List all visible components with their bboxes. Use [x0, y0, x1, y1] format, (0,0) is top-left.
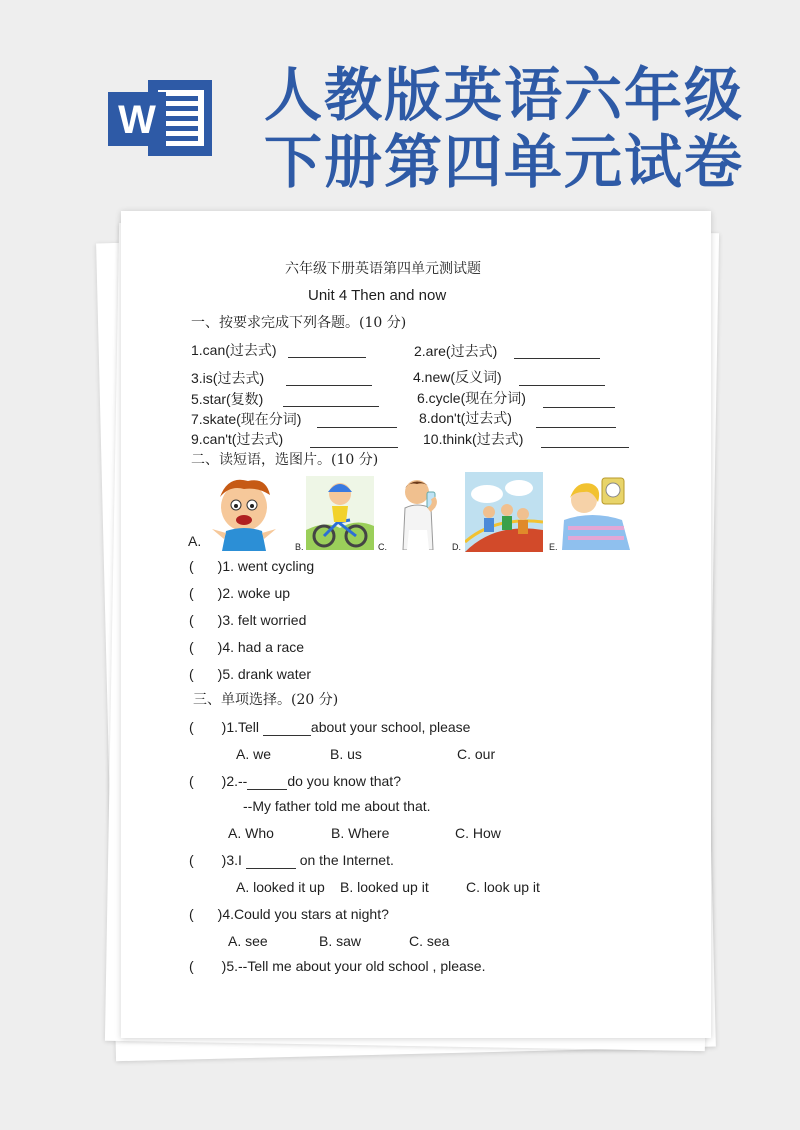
- list-item: ( )2. woke up: [189, 585, 291, 601]
- list-item: ( )1. went cycling: [189, 558, 315, 574]
- section1-heading: 一、按要求完成下列各题。(10 分): [191, 315, 407, 331]
- question-5: ( )5.--Tell me about your old school , please.: [189, 958, 486, 974]
- picture-label: A.: [188, 533, 202, 549]
- answer-blank[interactable]: [263, 721, 311, 736]
- banner-title-line2: 下册第四单元试卷: [264, 128, 745, 196]
- section1-item: 4.new(反义词): [413, 369, 502, 385]
- kids-race-picture: [465, 472, 543, 552]
- answer-blank[interactable]: [286, 371, 372, 386]
- list-item: ( )3. felt worried: [189, 612, 307, 628]
- question-1: ( )1.Tell about your school, please: [189, 719, 471, 735]
- section1-item: 2.are(过去式): [414, 343, 498, 359]
- answer-blank[interactable]: [543, 393, 615, 408]
- paper-title: 六年级下册英语第四单元测试题: [285, 261, 481, 277]
- section1-item: 9.can't(过去式): [191, 431, 284, 447]
- option: C. look up it: [466, 879, 540, 895]
- exam-paper: [121, 211, 711, 1038]
- question-3: ( )3.I on the Internet.: [189, 852, 394, 868]
- section2-heading: 二、读短语，选图片。(10 分): [191, 452, 379, 468]
- answer-blank[interactable]: [514, 344, 600, 359]
- option: C. How: [455, 825, 501, 841]
- answer-blank[interactable]: [283, 392, 379, 407]
- answer-blank[interactable]: [246, 854, 296, 869]
- section1-item: 8.don't(过去式): [419, 410, 512, 426]
- section1-item: 1.can(过去式): [191, 342, 277, 358]
- word-icon: [108, 78, 214, 158]
- option: A. Who: [228, 825, 274, 841]
- answer-blank[interactable]: [310, 433, 398, 448]
- banner-title: [264, 62, 784, 196]
- question-4: ( )4.Could you stars at night?: [189, 906, 389, 922]
- option: C. our: [457, 746, 496, 762]
- list-item: ( )4. had a race: [189, 639, 305, 655]
- banner-title-line1: 人教版英语六年级: [264, 61, 745, 129]
- section1-item: 5.star(复数): [191, 391, 264, 407]
- section3-heading: 三、单项选择。(20 分): [193, 692, 339, 708]
- section1-item: 10.think(过去式): [423, 431, 524, 447]
- option: A. see: [228, 933, 268, 949]
- option: B. us: [330, 746, 362, 762]
- option: B. looked up it: [340, 879, 429, 895]
- answer-blank[interactable]: [288, 343, 366, 358]
- option: C. sea: [409, 933, 450, 949]
- answer-blank[interactable]: [317, 413, 397, 428]
- option: B. saw: [319, 933, 362, 949]
- word-icon-letter: W: [118, 98, 156, 142]
- question-2: ( )2.-- do you know that?: [189, 773, 401, 789]
- section1-item: 3.is(过去式): [191, 370, 265, 386]
- answer-blank[interactable]: [541, 433, 629, 448]
- list-item: ( )5. drank water: [189, 666, 312, 682]
- girl-waking-up-picture: [562, 474, 630, 550]
- picture-label: E.: [549, 542, 558, 552]
- option: A. looked it up: [236, 879, 325, 895]
- picture-label: B.: [295, 542, 304, 552]
- section1-item: 7.skate(现在分词): [191, 411, 302, 427]
- option: B. Where: [331, 825, 390, 841]
- paper-subtitle: Unit 4 Then and now: [308, 287, 447, 304]
- boy-drinking-water-picture: [393, 474, 445, 550]
- question-2-reply: --My father told me about that.: [243, 798, 431, 814]
- boy-worried-picture: [208, 473, 280, 551]
- picture-label: C.: [378, 542, 387, 552]
- section1-item: 6.cycle(现在分词): [417, 390, 526, 406]
- answer-blank[interactable]: [536, 413, 616, 428]
- boy-cycling-picture: [306, 476, 374, 550]
- answer-blank[interactable]: [247, 775, 287, 790]
- answer-blank[interactable]: [519, 371, 605, 386]
- picture-label: D.: [452, 542, 461, 552]
- option: A. we: [236, 746, 272, 762]
